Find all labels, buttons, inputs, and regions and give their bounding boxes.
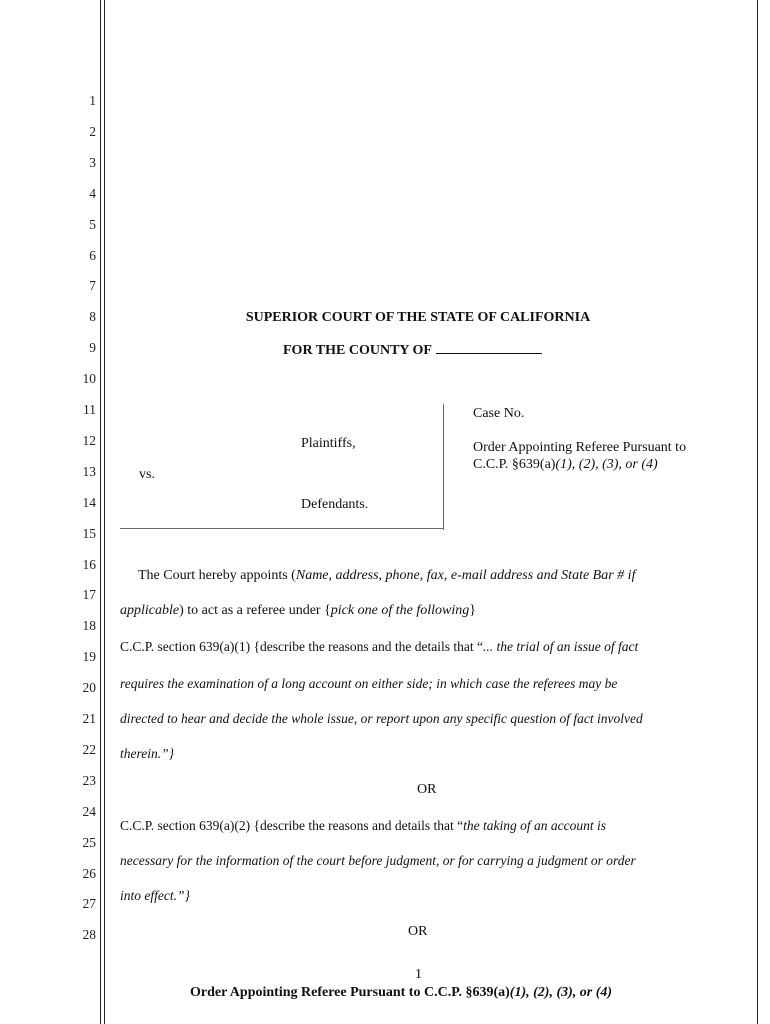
line-number: 14 bbox=[82, 494, 96, 510]
court-title: SUPERIOR COURT OF THE STATE OF CALIFORNIA bbox=[245, 310, 591, 325]
line-number: 3 bbox=[89, 154, 96, 170]
section-639a2-line3: into effect.”} bbox=[120, 888, 190, 903]
body-italic: Name, address, phone, fax, e-mail address and State Bar # if bbox=[295, 568, 636, 583]
line-number: 16 bbox=[82, 556, 96, 572]
county-label: FOR THE COUNTY OF bbox=[283, 343, 432, 358]
line-number: 24 bbox=[82, 803, 96, 819]
right-margin-rule bbox=[757, 0, 758, 1024]
line-number: 22 bbox=[82, 741, 96, 757]
section-639a1-line4: therein.”} bbox=[120, 746, 175, 761]
line-number: 9 bbox=[89, 340, 96, 356]
section-639a1-line1 bbox=[120, 639, 638, 655]
vs-label: vs. bbox=[139, 467, 155, 482]
line-number: 18 bbox=[82, 618, 96, 634]
section-639a1-line2: requires the examination of a long account on either side; in which case the referees may be bbox=[120, 676, 618, 691]
body-text: The Court hereby appoints ( bbox=[138, 568, 296, 583]
body-line-1 bbox=[138, 568, 635, 584]
section-639a1-line3: directed to hear and decide the whole issue, or report upon any specific question of fact involved bbox=[120, 711, 643, 726]
footer-title bbox=[190, 985, 612, 1001]
line-number: 23 bbox=[82, 772, 96, 788]
body-text: C.C.P. section 639(a)(2) {describe the reasons and details that “ bbox=[120, 818, 464, 833]
line-number: 6 bbox=[89, 247, 96, 263]
plaintiffs-label: Plaintiffs, bbox=[301, 436, 356, 451]
body-text: C.C.P. section 639(a)(1) {describe the reasons and the details that “ bbox=[120, 639, 484, 654]
left-margin-rule-1 bbox=[100, 0, 101, 1024]
line-number: 19 bbox=[82, 649, 96, 665]
line-number: 20 bbox=[82, 680, 96, 696]
line-number: 26 bbox=[82, 865, 96, 881]
case-number-label: Case No. bbox=[473, 406, 525, 421]
order-title-line1: Order Appointing Referee Pursuant to bbox=[473, 440, 687, 455]
page-number: 1 bbox=[415, 967, 422, 982]
order-title-line2 bbox=[473, 457, 658, 473]
body-italic: applicable bbox=[120, 603, 180, 618]
county-blank bbox=[436, 341, 542, 354]
body-text: } bbox=[469, 603, 476, 618]
body-text: ) to act as a referee under { bbox=[179, 603, 331, 618]
caption-divider-horizontal bbox=[120, 528, 444, 529]
line-number: 8 bbox=[89, 309, 96, 325]
line-number: 5 bbox=[89, 216, 96, 232]
left-margin-rule-2 bbox=[104, 0, 105, 1024]
line-number: 10 bbox=[82, 371, 96, 387]
order-title-line2-italic: (1), (2), (3), or (4) bbox=[555, 457, 658, 472]
line-number: 12 bbox=[82, 432, 96, 448]
caption-divider-vertical bbox=[443, 404, 444, 530]
line-number: 15 bbox=[82, 525, 96, 541]
or-separator-2: OR bbox=[408, 924, 428, 939]
defendants-label: Defendants. bbox=[301, 497, 369, 512]
footer-title-italic: (1), (2), (3), or (4) bbox=[509, 985, 613, 1000]
footer-title-prefix: Order Appointing Referee Pursuant to C.C.P. §639(a) bbox=[190, 985, 510, 1000]
line-number: 17 bbox=[82, 587, 96, 603]
order-title-line2-prefix: C.C.P. §639(a) bbox=[473, 457, 556, 472]
line-number: 4 bbox=[89, 185, 96, 201]
line-number: 11 bbox=[83, 402, 96, 417]
body-italic: pick one of the following bbox=[330, 603, 470, 618]
section-639a2-line1 bbox=[120, 818, 606, 834]
line-number: 7 bbox=[89, 278, 96, 294]
line-number: 1 bbox=[89, 93, 96, 108]
section-639a2-line2: necessary for the information of the court before judgment, or for carrying a judgment or order bbox=[120, 853, 636, 868]
line-number: 2 bbox=[89, 123, 96, 139]
line-number: 28 bbox=[82, 927, 96, 943]
body-italic: the taking of an account is bbox=[463, 818, 606, 833]
line-number: 21 bbox=[82, 711, 96, 726]
line-number: 25 bbox=[82, 834, 96, 850]
county-line bbox=[283, 341, 542, 359]
body-line-2 bbox=[120, 603, 476, 619]
line-number: 13 bbox=[82, 463, 96, 479]
or-separator-1: OR bbox=[417, 782, 437, 797]
body-italic: ... the trial of an issue of fact bbox=[483, 639, 639, 654]
line-number: 27 bbox=[82, 896, 96, 912]
